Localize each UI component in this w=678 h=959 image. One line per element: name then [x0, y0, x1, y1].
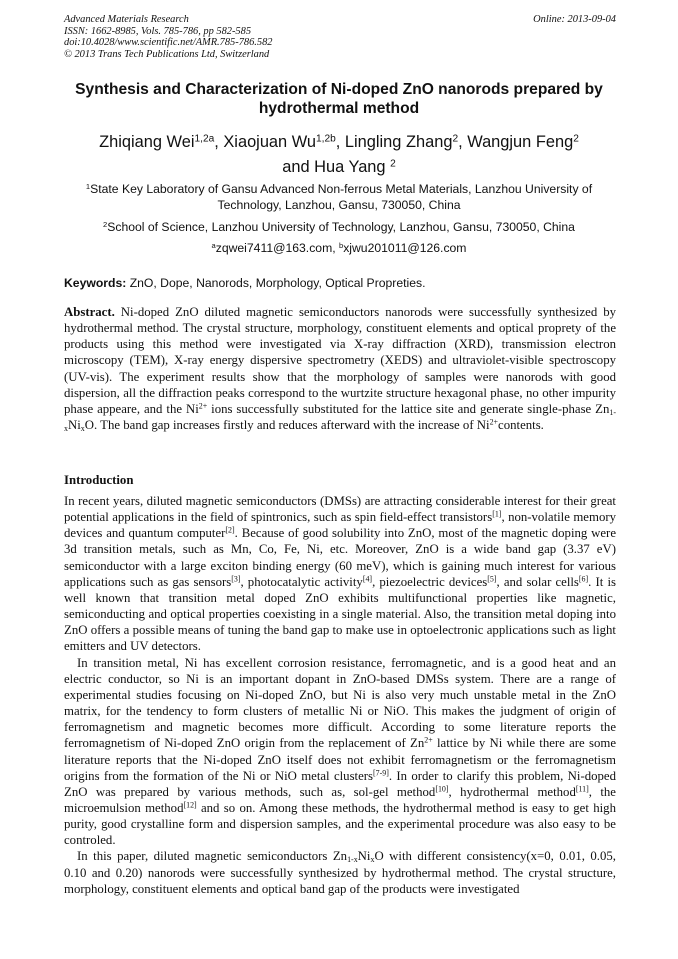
email-mark: a [211, 240, 216, 250]
paragraph-text: In recent years, diluted magnetic semiconductors (DMSs) are attracting considerable interest for their great potential applications in the field of spintronics, such as spin field-effect transistors [64, 494, 616, 525]
paper-title: Synthesis and Characterization of Ni-doped ZnO nanorods prepared by hydrothermal method [75, 81, 603, 117]
author-affil-mark: 2 [573, 133, 579, 145]
author-affil-mark: 1,2b [316, 133, 336, 145]
citation: [5] [487, 574, 497, 584]
subscript: x [80, 424, 85, 434]
abstract-text: O. The band gap increases firstly and reduces afterward with the increase of Ni [84, 418, 490, 433]
citation: [2] [225, 525, 235, 535]
paragraph-text: . It is well known that transition metal doped ZnO exhibits multifunctional properties like magnetic, semiconducting and optical properties coexisting in a single material. Also, the transition metal doping into ZnO offers a possible means of tuning the band gap to make use in optoelectronic applications such as light emitters and UV detectors. [64, 574, 616, 654]
author-name: , Xiaojuan Wu [214, 133, 317, 151]
abstract-text: ions successfully substituted for the lattice site and generate single-phase Zn [207, 401, 610, 416]
citation: [10] [435, 784, 449, 794]
paragraph-text: , piezoelectric devices [372, 574, 488, 589]
paragraph-text: Ni [357, 849, 371, 864]
section-heading-introduction: Introduction [64, 473, 134, 487]
paragraph-text: lattice by Ni while there are some literature reports that the Ni-doped ZnO itself does not exhibit ferromagnetism or the ferromagnetism origins from the formation of the Ni or NiO metal clusters [64, 736, 617, 783]
keywords-label: Keywords: [64, 276, 127, 290]
paragraph-text: and so on. Among these methods, the hydrothermal method is easy to get high purity, good crystalline form and dispersion samples, and the experimental procedure was also easy to be controled. [64, 800, 616, 848]
abstract-label: Abstract. [64, 305, 115, 319]
paragraph-text: . Because of good solubility into ZnO, most of the magnetic doping were 3d transition metals, such as Mn, Co, Fe, Ni, etc. Moreover, ZnO is a wide band gap (3.37 eV) semiconductor with a large exciton binding energy (60 meV), which is gaining much interest for various applications such as gas sensors [64, 526, 616, 589]
author-name: , Wangjun Feng [458, 133, 574, 151]
affiliation-mark: 2 [103, 219, 108, 229]
abstract-text: Ni-doped ZnO diluted magnetic semiconductors nanorods were successfully synthesized by hydrothermal method. The crystal structure, morphology, constituent elements and optical proprety of the products using this method were investigated via X-ray diffraction (XRD), transmission electron microscopy (TEM), X-ray energy dispersive spectrometry (XEDS) and ultraviolet-visible spectroscopy (UV-vis). The experiment results show that the morphology of samples were nanorods with good dispersion, all the diffraction peaks correspond to the wurtzite structure hexagonal phase, no other impurity phase appeare, and the Ni [64, 305, 616, 416]
affiliation-mark: 1 [85, 181, 91, 191]
abstract [64, 304, 616, 433]
subscript: x [370, 855, 375, 865]
affiliation-2 [64, 219, 614, 235]
subscript: 1-x [64, 407, 616, 434]
paragraph [64, 655, 616, 849]
author-name: and Hua Yang [282, 158, 391, 176]
author-name: , Lingling Zhang [335, 133, 453, 151]
author-affil-mark: 1,2a [194, 133, 215, 145]
introduction-body [64, 493, 616, 897]
paragraph [64, 493, 616, 655]
doi-line: doi:10.4028/www.scientific.net/AMR.785-786.582 [64, 37, 273, 49]
paragraph-text: , non-volatile memory devices and quantum computer [64, 510, 616, 541]
paragraph-text: , the microemulsion method [64, 784, 616, 815]
citation: [3] [231, 574, 241, 584]
copyright-line: © 2013 Trans Tech Publications Ltd, Switzerland [64, 48, 270, 60]
superscript: 2+ [198, 401, 208, 411]
issn-line: ISSN: 1662-8985, Vols. 785-786, pp 582-585 [64, 25, 252, 37]
journal-name: Advanced Materials Research [64, 14, 189, 25]
affiliation-1 [64, 181, 614, 213]
author-affil-mark: 2 [452, 133, 459, 145]
superscript: 2+ [424, 735, 433, 745]
paragraph [64, 848, 616, 896]
affiliation-text: School of Science, Lanzhou University of Technology, Lanzhou, Gansu, 730050, China [107, 220, 575, 234]
subscript: 1-x [347, 855, 358, 865]
author-line-1 [40, 130, 638, 155]
keywords [64, 275, 616, 291]
citation: [11] [575, 784, 589, 794]
author-line-2 [40, 155, 638, 180]
paragraph-text: , and solar cells [496, 574, 579, 589]
affiliation-text: State Key Laboratory of Gansu Advanced Non-ferrous Metal Materials, Lanzhou University of Technology, Lanzhou, Gansu, 730050, China [90, 182, 593, 212]
email-a: zqwei7411@163.com, [215, 241, 339, 255]
citation: [12] [183, 800, 197, 810]
abstract-text: Ni [67, 418, 81, 433]
paragraph-text: . In order to clarify this problem, Ni-doped ZnO was prepared by various methods, such as, sol-gel method [64, 768, 616, 799]
paragraph-text: In transition metal, Ni has excellent corrosion resistance, ferromagnetic, and is a good heat and an electric conductor, so Ni is an important dopant in ZnO-based DMSs system. There are a range of experimental studies focusing on Ni-doped ZnO, but Ni is also very much unstable metal in the ZnO matrix, for the tendency to form clusters of metallic Ni or NiO. This makes the judgment of origin of ferromagnetism and magnetic becomes more difficult. According to some literature reports the ferromagnetism of Ni-doped ZnO origin from the replacement of Zn [64, 655, 616, 751]
paragraph-text: O with different consistency(x=0, 0.01, 0.05, 0.10 and 0.20) nanorods were successfully synthesized by hydrothermal method. The crystal structure, morphology, constituent elements and optical band gap of the products were investigated [64, 849, 616, 896]
paragraph-text: , photocatalytic activity [240, 574, 363, 589]
journal-header [64, 14, 616, 60]
paragraph-text: , hydrothermal method [448, 784, 576, 799]
superscript: 2+ [489, 417, 499, 427]
citation: [6] [578, 574, 589, 584]
author-emails [64, 240, 614, 256]
citation: [1] [492, 509, 502, 519]
keywords-text: ZnO, Dope, Nanorods, Morphology, Optical Propreties. [126, 276, 426, 290]
paragraph-text: In this paper, diluted magnetic semiconductors Zn [77, 849, 348, 864]
author-list [40, 130, 638, 180]
email-mark: b [339, 240, 344, 250]
email-b: xjwu201011@126.com [343, 241, 467, 255]
citation: [4] [362, 574, 373, 584]
abstract-text: contents. [498, 418, 544, 433]
author-name: Zhiqiang Wei [99, 133, 195, 151]
online-date: Online: 2013-09-04 [533, 14, 616, 25]
author-affil-mark: 2 [390, 158, 396, 170]
citation: [7-9] [373, 768, 389, 778]
